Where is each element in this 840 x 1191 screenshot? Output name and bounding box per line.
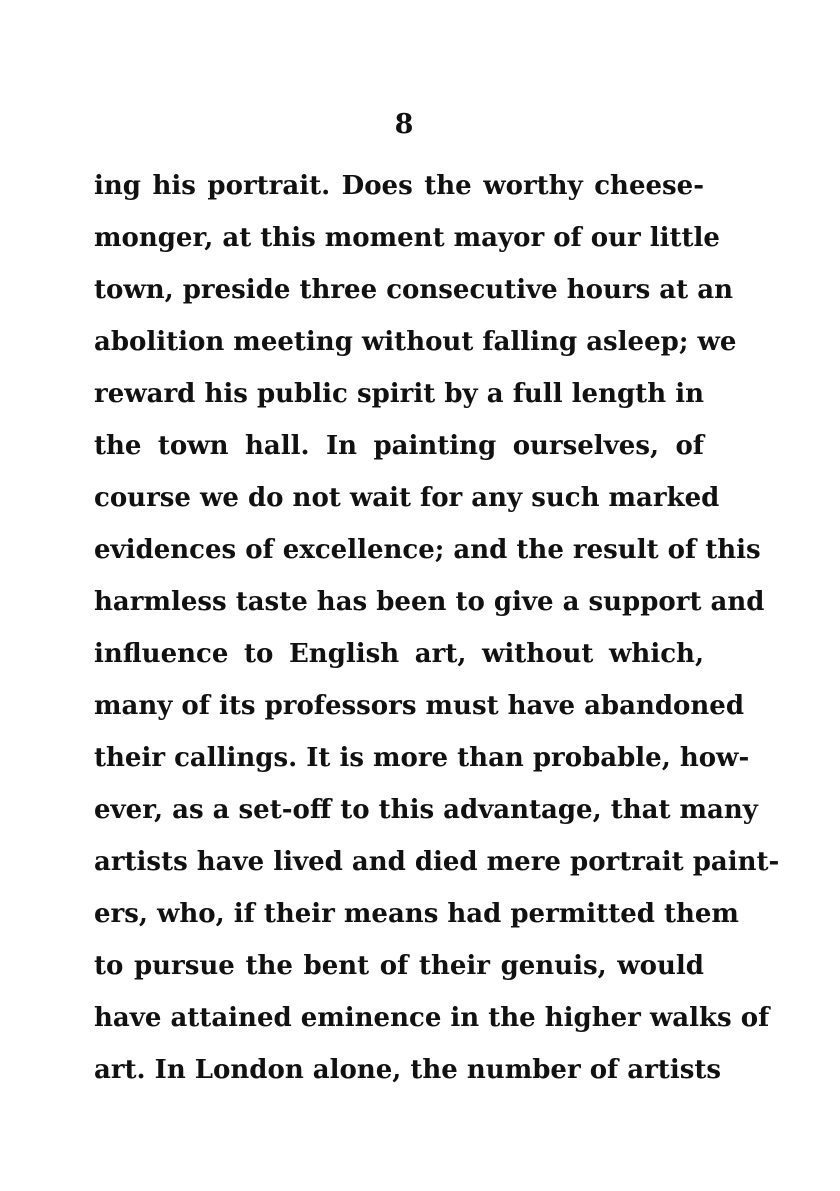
text-line: reward his public spirit by a full length in [94,379,704,409]
text-line: have attained eminence in the higher walks of [94,1003,770,1033]
text-line: evidences of excellence; and the result of this [94,535,761,565]
text-line: the town hall. In painting ourselves, of [94,431,704,461]
text-line: artists have lived and died mere portrait paint- [94,847,780,877]
text-line: ever, as a set-off to this advantage, that many [94,795,758,825]
text-line: influence to English art, without which, [94,639,704,669]
text-line: to pursue the bent of their genuis, would [94,951,704,981]
text-line: monger, at this moment mayor of our little [94,223,720,253]
text-line: course we do not wait for any such marked [94,483,720,513]
text-line: ing his portrait. Does the worthy cheese- [94,171,704,201]
text-line: ers, who, if their means had permitted them [94,899,739,929]
text-line: abolition meeting without falling asleep; we [94,327,737,357]
text-line: their callings. It is more than probable, how- [94,743,750,773]
page-number: 8 [394,109,414,140]
text-line: harmless taste has been to give a support and [94,587,765,617]
text-line: many of its professors must have abandoned [94,691,745,721]
text-line: town, preside three consecutive hours at an [94,275,733,305]
body-text [94,164,780,1100]
text-line: art. In London alone, the number of artists [94,1055,721,1085]
